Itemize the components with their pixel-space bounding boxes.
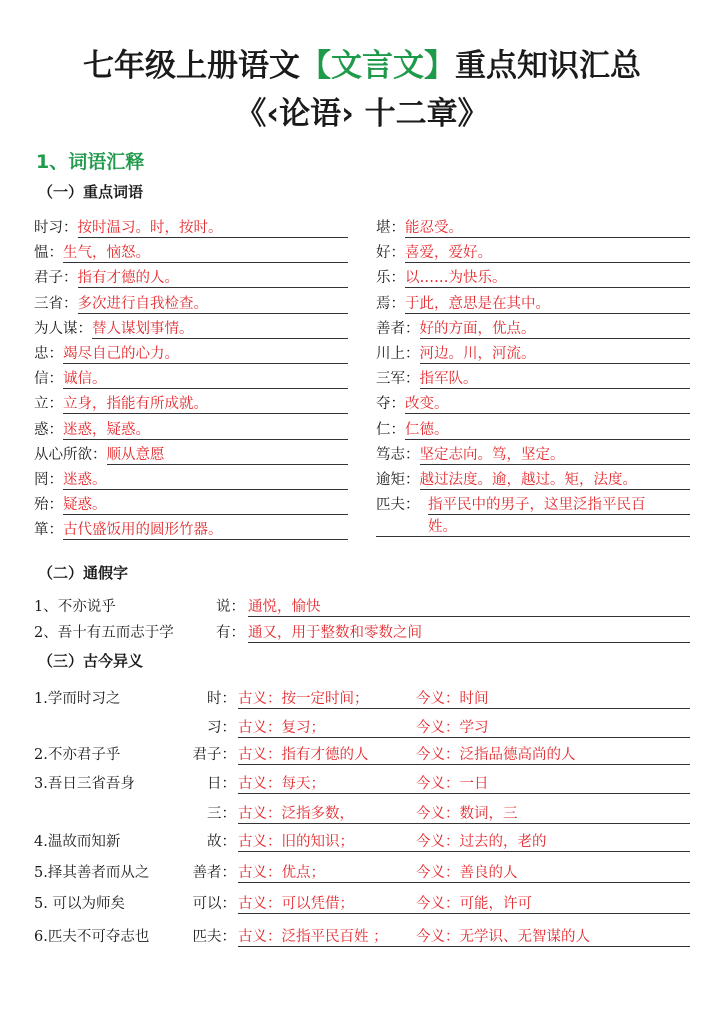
key-word-term: 善者： <box>376 320 420 337</box>
key-word-entry <box>376 217 690 239</box>
key-word-entry <box>376 419 690 441</box>
gujin-ancient-meaning: 古义：指有才德的人 <box>238 747 369 763</box>
key-word-term: 堪： <box>376 220 405 236</box>
key-word-entry <box>34 393 348 415</box>
gujin-ancient-meaning: 古义：优点； <box>238 865 325 881</box>
key-word-definition: 能忍受。 <box>405 220 463 236</box>
key-word-definition: 古代盛饭用的圆形竹器。 <box>63 522 223 539</box>
key-word-definition: 以……为快乐。 <box>405 270 507 287</box>
key-word-term: 立： <box>34 396 63 413</box>
key-word-definition: 喜爱，爱好。 <box>405 245 492 262</box>
gujin-sentence: 1.学而时习之 <box>34 691 121 707</box>
key-word-entry <box>376 494 690 538</box>
key-word-definition: 竭尽自己的心力。 <box>63 346 179 362</box>
key-word-entry <box>34 444 348 466</box>
key-word-entry <box>34 469 348 491</box>
key-word-entry <box>376 343 690 365</box>
tongjia-sentence: 2、吾十有五而志于学 <box>34 625 174 641</box>
key-word-term: 逾矩： <box>376 472 420 488</box>
key-word-entry <box>34 519 348 541</box>
key-word-term: 时习： <box>34 220 78 236</box>
key-word-entry <box>34 318 348 340</box>
key-word-term: 忠： <box>34 346 63 362</box>
key-word-term: 殆： <box>34 497 63 514</box>
key-word-term: 愠： <box>34 245 63 262</box>
key-word-entry <box>34 267 348 289</box>
underline <box>428 536 690 537</box>
key-word-entry <box>376 242 690 264</box>
tongjia-char: 说： <box>216 599 245 615</box>
gujin-ancient-meaning: 古义：可以凭借； <box>238 896 354 912</box>
gujin-modern-meaning: 今义：时间 <box>416 691 489 707</box>
key-word-definition-cont: 姓。 <box>428 519 457 535</box>
gujin-sentence: 6.匹夫不可夺志也 <box>34 929 150 945</box>
key-word-term: 从心所欲： <box>34 446 107 463</box>
underline <box>238 708 690 709</box>
tongjia-sentence: 1、不亦说乎 <box>34 599 116 615</box>
gujin-modern-meaning: 今义：数词，三 <box>416 806 518 822</box>
key-word-term: 三省： <box>34 295 78 312</box>
underline <box>238 851 690 852</box>
gujin-word: 君子： <box>192 747 236 763</box>
gujin-ancient-meaning: 古义：泛指多数， <box>238 806 354 822</box>
underline <box>238 946 690 947</box>
key-word-term: 好： <box>376 245 405 262</box>
key-word-definition: 生气，恼怒。 <box>63 245 150 262</box>
key-word-entry <box>376 318 690 340</box>
key-word-term: 箪： <box>34 522 63 539</box>
key-word-term: 笃志： <box>376 446 420 463</box>
gujin-sentence: 4.温故而知新 <box>34 834 121 850</box>
key-word-term: 焉： <box>376 295 405 312</box>
key-word-definition: 河边。川，河流。 <box>419 346 536 362</box>
underline <box>238 793 690 794</box>
gujin-word: 日： <box>207 776 236 792</box>
key-word-term: 惑： <box>34 421 63 438</box>
key-word-definition: 迷惑。 <box>63 472 107 488</box>
key-word-entry <box>376 267 690 289</box>
tongjia-definition: 通悦，愉快 <box>248 599 321 615</box>
key-word-definition: 顺从意愿 <box>106 446 165 463</box>
title-prefix: 七年级上册语文 <box>83 48 300 84</box>
gujin-word: 可以： <box>192 896 236 912</box>
key-word-entry <box>376 293 690 315</box>
key-word-term: 川上： <box>376 346 420 362</box>
key-word-definition: 替人谋划事情。 <box>92 320 194 337</box>
key-word-entry <box>34 368 348 390</box>
key-word-definition: 多次进行自我检查。 <box>77 295 208 312</box>
gujin-modern-meaning: 今义：一日 <box>416 776 489 792</box>
gujin-ancient-meaning: 古义：旧的知识； <box>238 834 354 850</box>
underline <box>238 913 690 914</box>
tongjia-definition: 通又，用于整数和零数之间 <box>248 625 422 641</box>
gujin-ancient-meaning: 古义：按一定时间； <box>238 691 369 707</box>
key-word-definition: 越过法度。逾，越过。矩，法度。 <box>419 472 637 488</box>
subheading-key-words: （一）重点词语 <box>38 183 144 201</box>
underline <box>238 737 690 738</box>
key-word-definition: 仁德。 <box>405 421 449 438</box>
key-word-term: 夺： <box>376 396 405 413</box>
key-word-entry <box>34 217 348 239</box>
gujin-ancient-meaning: 古义：复习； <box>238 720 325 736</box>
key-word-entry <box>376 393 690 415</box>
key-word-entry <box>34 494 348 516</box>
key-word-definition: 按时温习。时，按时。 <box>77 220 223 236</box>
key-word-definition: 坚定志向。笃，坚定。 <box>419 446 565 463</box>
subheading-gujin: （三）古今异义 <box>38 652 144 670</box>
gujin-word: 时： <box>207 691 236 707</box>
key-word-definition: 疑惑。 <box>63 497 107 514</box>
page-subtitle: 《‹论语› 十二章》 <box>235 96 489 132</box>
gujin-word: 习： <box>207 720 236 736</box>
key-word-term: 君子： <box>34 270 78 287</box>
gujin-ancient-meaning: 古义：每天； <box>238 776 325 792</box>
gujin-modern-meaning: 今义：无学识、无智谋的人 <box>416 929 590 945</box>
key-word-entry <box>376 469 690 491</box>
key-word-entry <box>34 242 348 264</box>
gujin-ancient-meaning: 古义：泛指平民百姓 ； <box>238 929 388 945</box>
key-word-term: 为人谋： <box>34 320 92 337</box>
key-word-term: 信： <box>34 371 63 388</box>
key-word-definition: 迷惑，疑惑。 <box>63 421 150 438</box>
gujin-modern-meaning: 今义：可能，许可 <box>416 896 532 912</box>
gujin-modern-meaning: 今义：善良的人 <box>416 865 518 881</box>
key-word-term: 罔： <box>34 472 63 488</box>
gujin-sentence: 3.吾日三省吾身 <box>34 776 135 792</box>
key-word-term: 三军： <box>376 371 420 388</box>
title-suffix: 重点知识汇总 <box>455 48 641 84</box>
key-word-entry <box>34 293 348 315</box>
key-word-definition: 指平民中的男子，这里泛指平民百 <box>428 497 646 513</box>
subheading-tongjia: （二）通假字 <box>38 564 129 582</box>
key-word-definition: 于此，意思是在其中。 <box>405 295 550 312</box>
key-word-definition: 诚信。 <box>63 371 107 388</box>
underline <box>248 642 690 643</box>
section-heading-vocabulary: 1、词语汇释 <box>36 151 145 173</box>
page-title <box>0 40 724 85</box>
gujin-word: 三： <box>207 806 236 822</box>
key-word-entry <box>34 419 348 441</box>
gujin-word: 故： <box>207 834 236 850</box>
underline <box>238 882 690 883</box>
key-word-definition: 指军队。 <box>419 371 478 388</box>
key-word-definition: 指有才德的人。 <box>77 270 179 287</box>
key-word-term: 乐： <box>376 270 405 287</box>
gujin-sentence: 5.择其善者而从之 <box>34 865 150 881</box>
key-word-term: 匹夫： <box>376 497 420 513</box>
gujin-modern-meaning: 今义：学习 <box>416 720 489 736</box>
key-word-entry <box>376 444 690 466</box>
key-word-definition: 好的方面，优点。 <box>419 320 536 337</box>
gujin-word: 匹夫： <box>192 929 236 945</box>
key-word-definition: 改变。 <box>405 396 449 413</box>
gujin-sentence: 2.不亦君子乎 <box>34 747 121 763</box>
underline <box>238 764 690 765</box>
key-word-definition: 立身，指能有所成就。 <box>63 396 208 413</box>
title-highlight: 【文言文】 <box>300 48 455 84</box>
underline <box>248 616 690 617</box>
gujin-sentence: 5. 可以为师矣 <box>34 896 125 912</box>
gujin-modern-meaning: 今义：过去的，老的 <box>416 834 547 850</box>
gujin-modern-meaning: 今义：泛指品德高尚的人 <box>416 747 576 763</box>
key-word-term: 仁： <box>376 421 405 438</box>
gujin-word: 善者： <box>192 865 236 881</box>
key-word-entry <box>376 368 690 390</box>
tongjia-char: 有： <box>216 625 245 641</box>
key-word-entry <box>34 343 348 365</box>
underline <box>238 823 690 824</box>
